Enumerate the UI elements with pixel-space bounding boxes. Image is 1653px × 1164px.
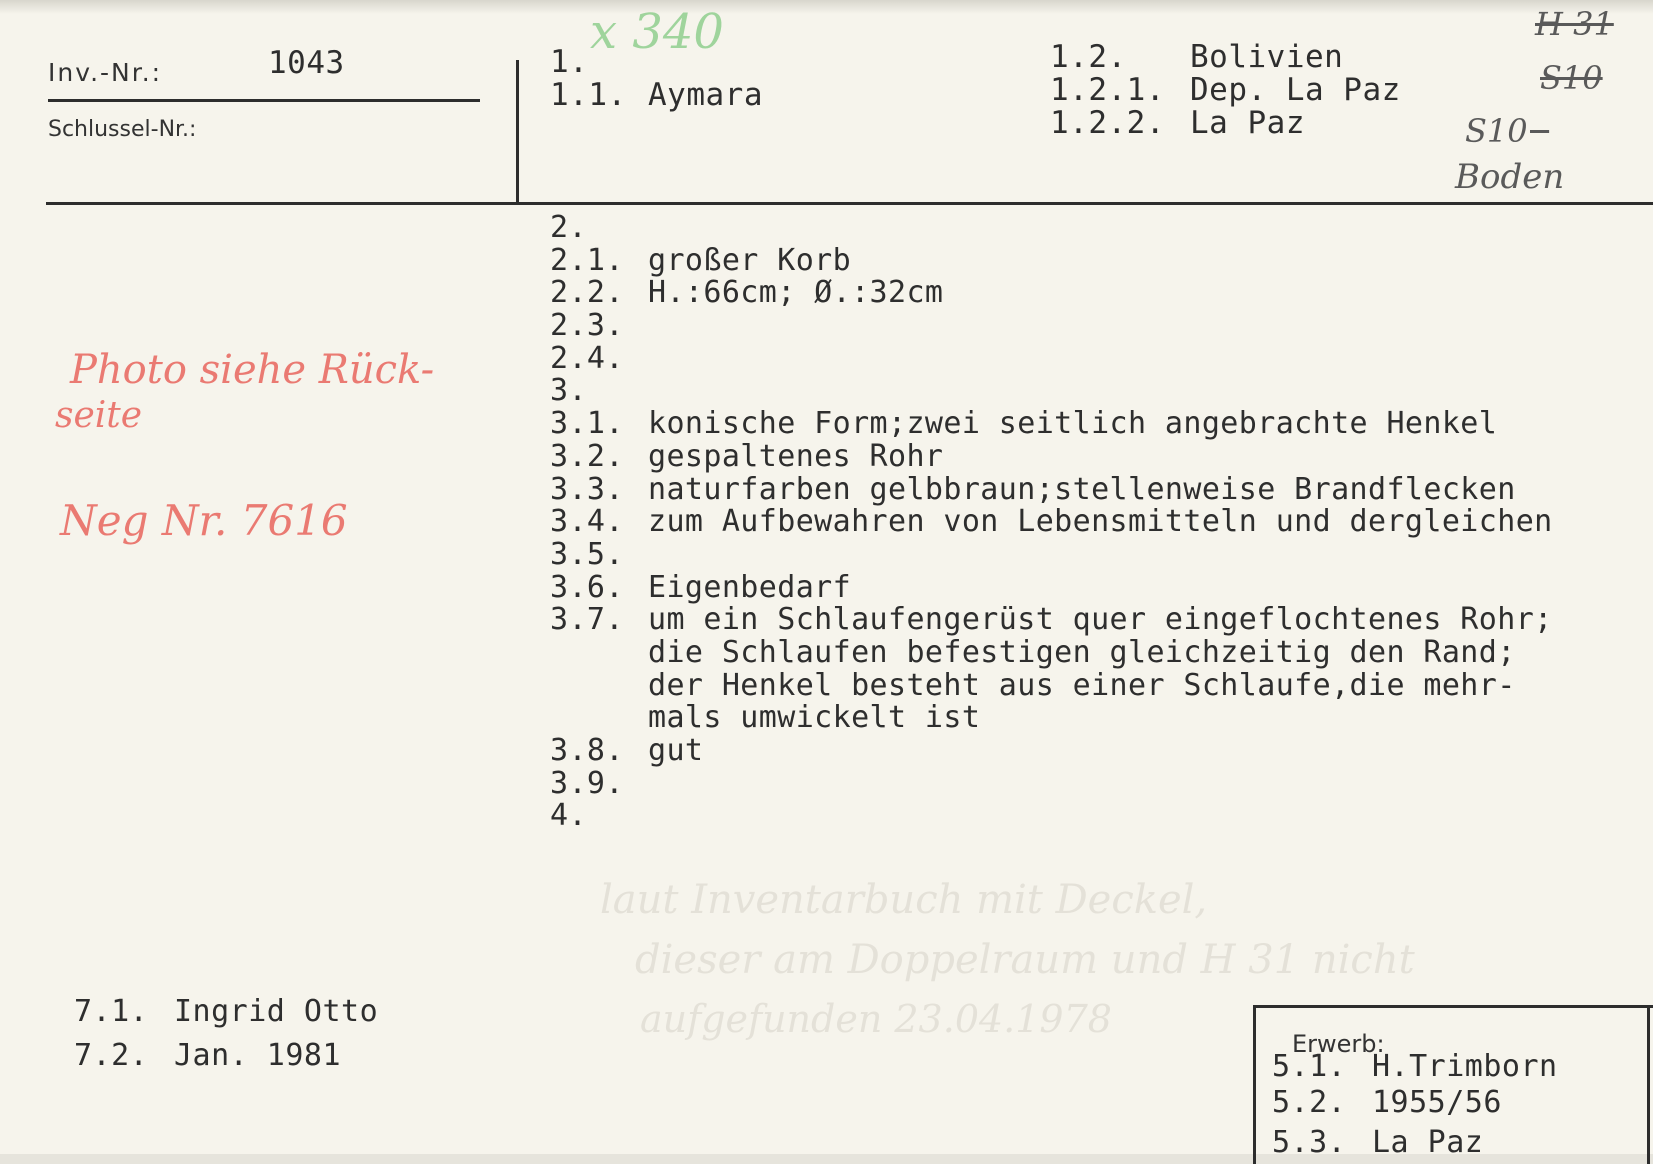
field-number: 2.3.: [550, 308, 624, 344]
faint-note-line1: laut Inventarbuch mit Deckel,: [600, 877, 1208, 923]
field-number: 3.1.: [550, 406, 624, 442]
acquisition-box-right: [1647, 1005, 1650, 1164]
field-number: 4.: [550, 798, 587, 834]
acquisition-number-1: 5.1.: [1272, 1049, 1347, 1084]
field-number: 2.: [550, 210, 587, 245]
field-1-1-value: Aymara: [648, 77, 763, 113]
acquisition-place: La Paz: [1372, 1125, 1484, 1160]
field-text: um ein Schlaufengerüst quer eingeflochtenes Rohr;: [648, 602, 1553, 638]
field-text: gespaltenes Rohr: [648, 438, 944, 474]
handwritten-ref-struck-mark: [1530, 115, 1549, 147]
red-photo-note-line2: seite: [55, 395, 143, 436]
recorder-number-1: 7.1.: [74, 994, 149, 1029]
handwritten-ref-s10-struck: S10: [1540, 59, 1603, 97]
field-text: die Schlaufen befestigen gleichzeitig den Rand;: [648, 634, 1516, 670]
acquisition-title: Erwerb:: [1292, 1030, 1385, 1058]
field-number: 3.2.: [550, 438, 624, 474]
field-text: Eigenbedarf: [648, 569, 852, 605]
faint-note-line3: aufgefunden 23.04.1978: [640, 997, 1112, 1041]
field-number: 2.1.: [550, 242, 624, 278]
red-photo-note-line1: Photo siehe Rück-: [70, 347, 435, 393]
acquisition-box-top: [1253, 1005, 1653, 1008]
green-pencil-note: x 340: [590, 4, 724, 60]
field-text: der Henkel besteht aus einer Schlaufe,die mehr-: [648, 667, 1516, 703]
handwritten-ref-h31: H 31: [1535, 5, 1614, 43]
field-1-1-number: 1.1.: [550, 77, 627, 113]
field-number: 3.: [550, 373, 587, 409]
field-number: 3.3.: [550, 471, 624, 507]
inventory-underline: [48, 99, 480, 102]
recorder-number-2: 7.2.: [74, 1038, 149, 1073]
acquisition-year: 1955/56: [1372, 1085, 1502, 1120]
acquisition-collector: H.Trimborn: [1372, 1049, 1558, 1084]
field-number: 3.7.: [550, 602, 624, 638]
field-text: zum Aufbewahren von Lebensmitteln und dergleichen: [648, 504, 1553, 540]
field-number: 3.4.: [550, 504, 624, 540]
field-text: mals umwickelt ist: [648, 700, 981, 736]
field-1-number: 1.: [550, 44, 589, 80]
acquisition-box-left: [1253, 1005, 1256, 1164]
field-number: 2.4.: [550, 340, 624, 376]
field-1-2-value: Bolivien: [1190, 39, 1344, 75]
field-text: naturfarben gelbbraun;stellenweise Brandflecken: [648, 471, 1516, 507]
recorder-date: Jan. 1981: [174, 1038, 342, 1073]
field-1-2-number: 1.2.: [1050, 39, 1127, 75]
handwritten-ref-boden: Boden: [1455, 157, 1565, 197]
field-1-2-2-number: 1.2.2.: [1050, 105, 1165, 141]
recorder-name: Ingrid Otto: [174, 994, 379, 1029]
field-number: 3.5.: [550, 536, 624, 572]
field-number: 3.8.: [550, 733, 624, 768]
field-text: großer Korb: [648, 242, 852, 278]
red-negative-number: Neg Nr. 7616: [60, 496, 348, 545]
field-text: gut: [648, 733, 704, 768]
field-1-2-1-value: Dep. La Paz: [1190, 72, 1401, 108]
inventory-label: Inv.-Nr.:: [48, 58, 163, 87]
field-text: konische Form;zwei seitlich angebrachte Henkel: [648, 406, 1498, 442]
faint-note-line2: dieser am Doppelraum und H 31 nicht: [635, 937, 1415, 983]
acquisition-number-3: 5.3.: [1272, 1125, 1347, 1160]
field-number: 2.2.: [550, 275, 624, 311]
header-vertical-divider: [516, 60, 519, 203]
field-text: H.:66cm; Ø.:32cm: [648, 275, 944, 311]
header-bottom-rule: [46, 202, 1653, 205]
field-number: 3.6.: [550, 569, 624, 605]
field-number: 3.9.: [550, 765, 624, 801]
field-1-2-2-value: La Paz: [1190, 105, 1305, 141]
field-1-2-1-number: 1.2.1.: [1050, 72, 1165, 108]
key-number-label: Schlussel-Nr.:: [48, 117, 197, 142]
handwritten-ref-s10: S10: [1465, 112, 1528, 150]
card-top-edge: [0, 0, 1653, 14]
inventory-number: 1043: [268, 45, 345, 81]
acquisition-number-2: 5.2.: [1272, 1085, 1347, 1120]
